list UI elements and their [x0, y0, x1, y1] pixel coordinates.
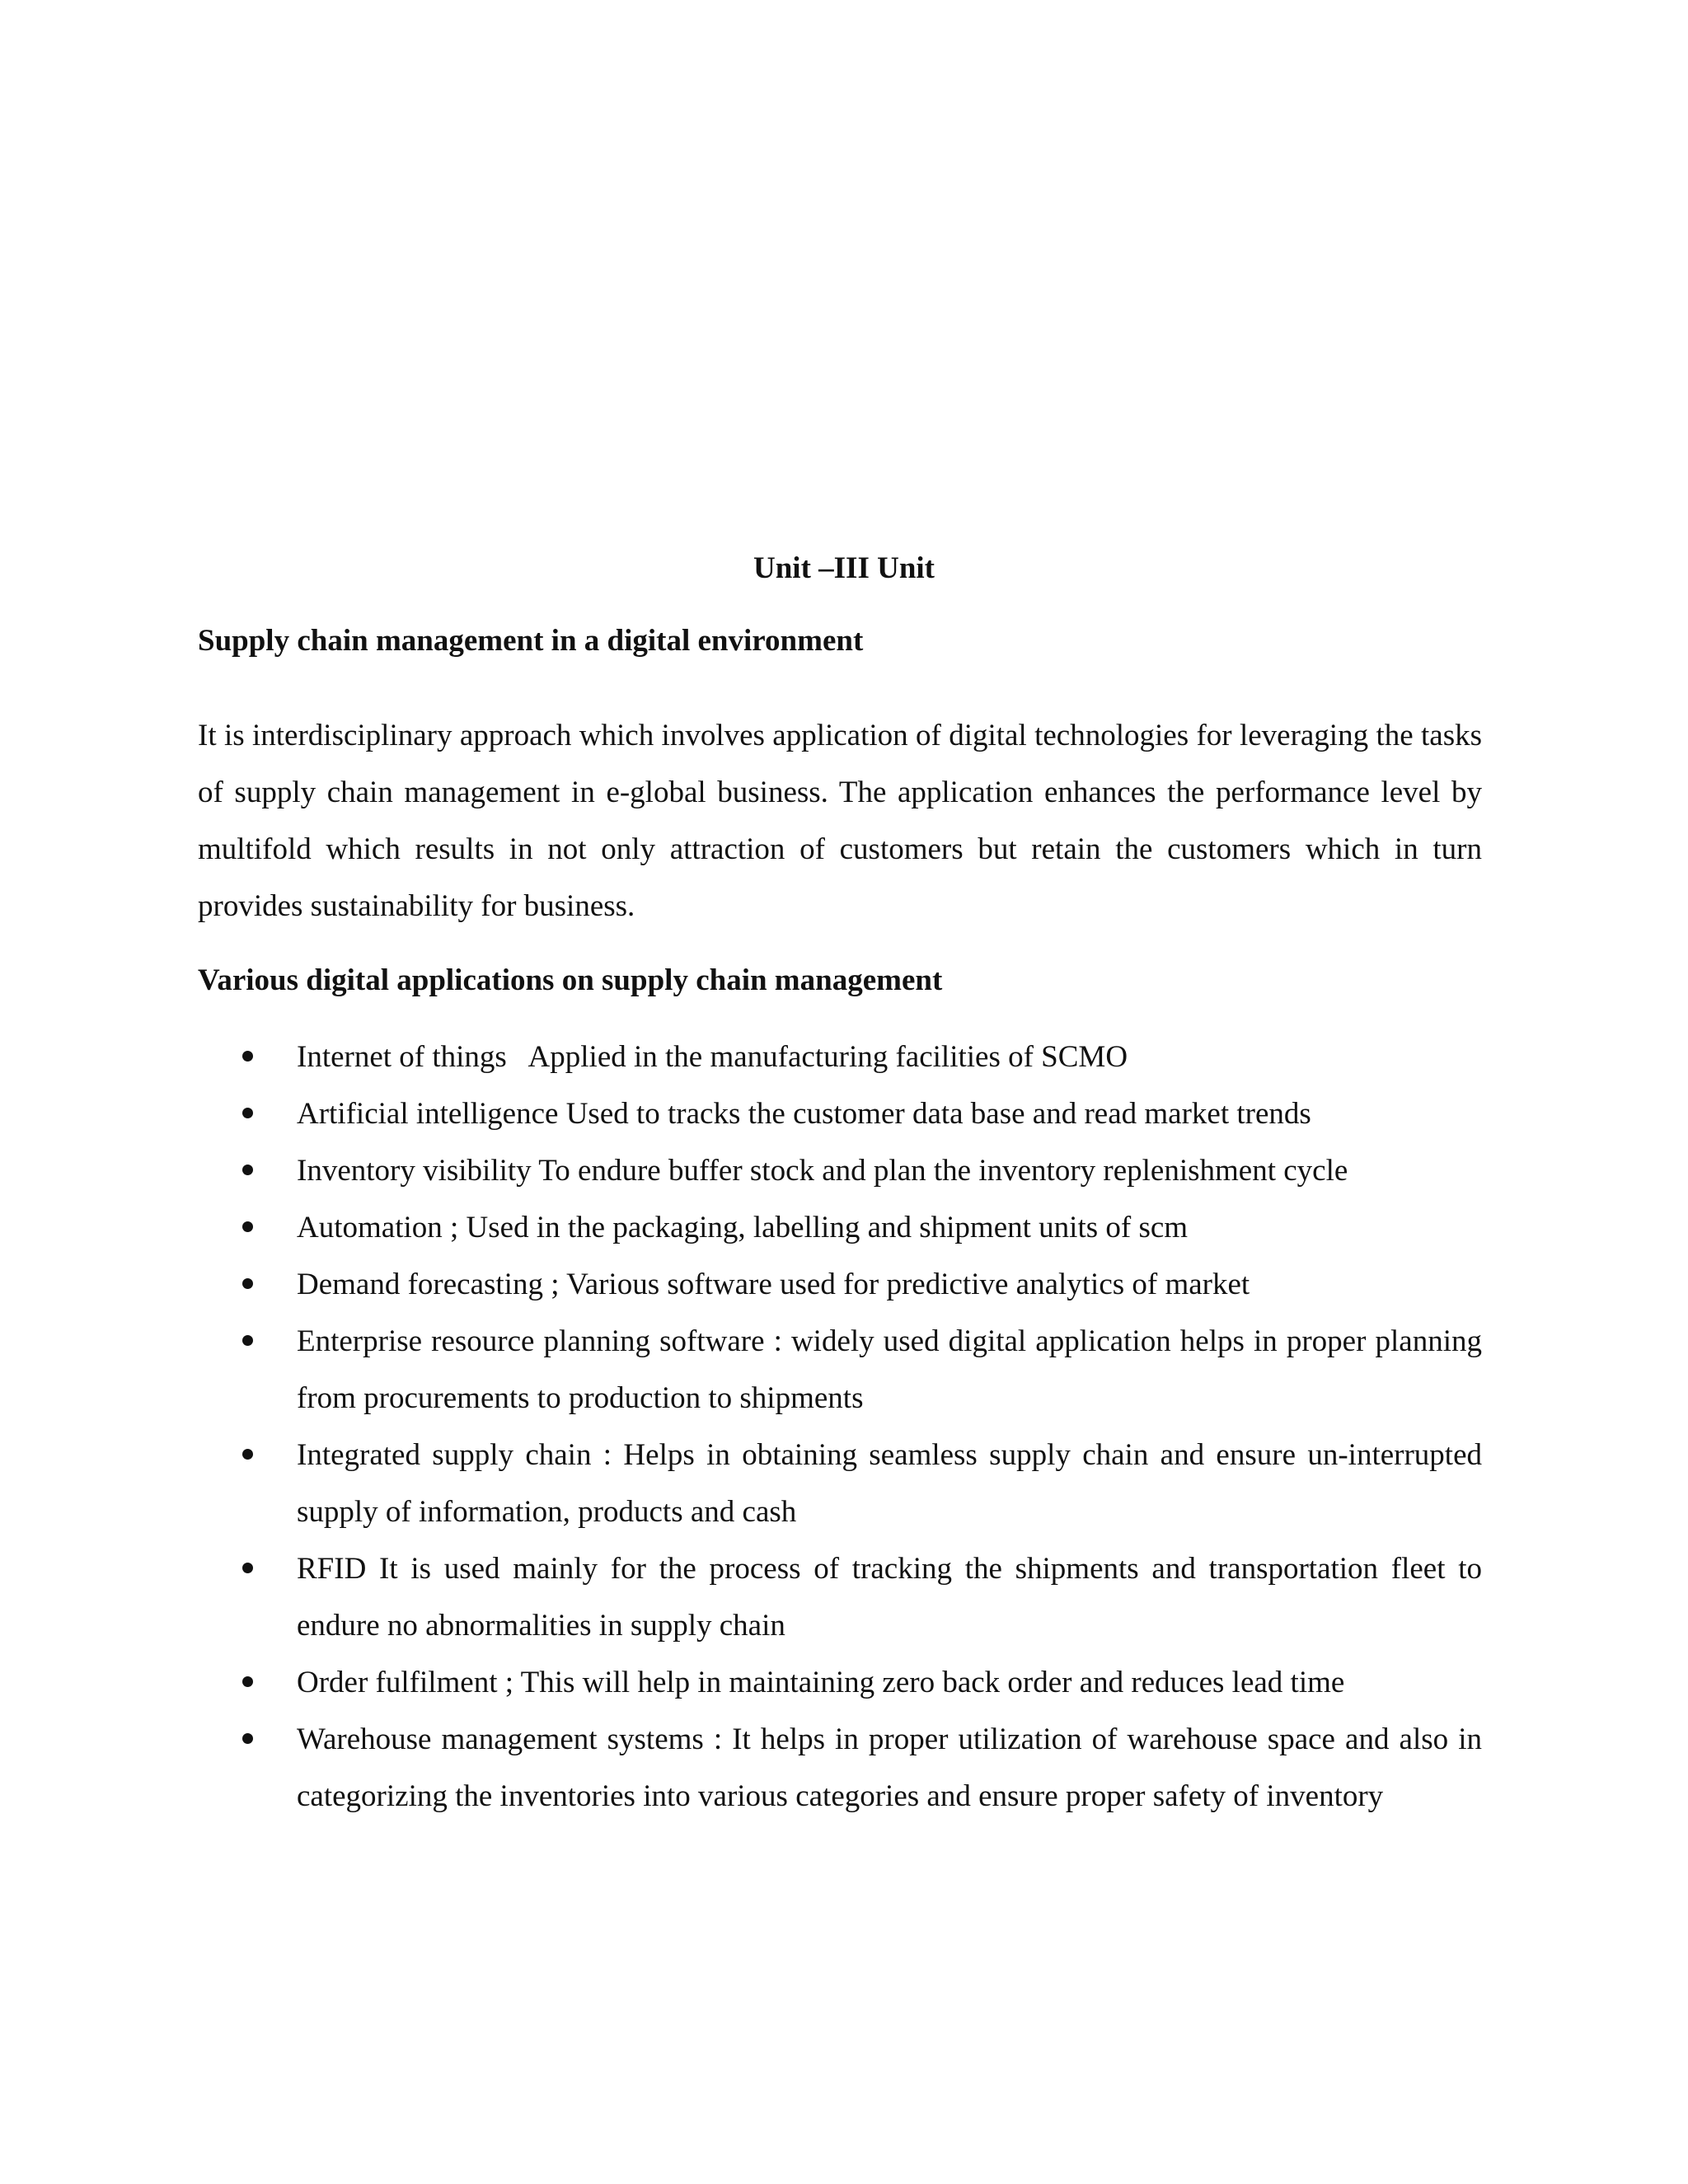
- list-item-text: Warehouse management systems : It helps in proper utilization of warehouse space and also in categorizing the inventories into various categories and ensure proper safety of inventory: [297, 1722, 1490, 1813]
- list-item-text: Demand forecasting ; Various software used for predictive analytics of market: [297, 1268, 1250, 1301]
- list-item: [198, 1029, 1482, 1085]
- bullet-icon: [242, 1051, 253, 1062]
- list-item: [198, 1427, 1490, 1540]
- applications-list: [198, 1029, 1490, 1825]
- unit-title: Unit –III Unit: [753, 551, 935, 585]
- list-item-text: RFID It is used mainly for the process of tracking the shipments and transportation fleet to endure no abnormalities in supply chain: [297, 1552, 1490, 1643]
- list-item-text: Integrated supply chain : Helps in obtaining seamless supply chain and ensure un-interrupted supply of information, products and cash: [297, 1438, 1490, 1529]
- bullet-icon: [242, 1335, 253, 1346]
- list-item-text: Automation ; Used in the packaging, labelling and shipment units of scm: [297, 1211, 1189, 1244]
- bullet-icon: [242, 1108, 253, 1118]
- list-item-text: Internet of things Applied in the manufacturing facilities of SCMO: [297, 1040, 1128, 1074]
- bullet-icon: [242, 1676, 253, 1687]
- list-item: [198, 1085, 1482, 1142]
- list-item: [198, 1313, 1490, 1427]
- list-item: [198, 1711, 1490, 1825]
- intro-paragraph: It is interdisciplinary approach which involves application of digital technologies for leveraging the tasks of supply chain management in e-global business. The application enhances the performance level by multifold which results in not only attraction of customers but retain the customers which in turn provides sustainability for business.: [198, 719, 1482, 923]
- bullet-icon: [242, 1278, 253, 1289]
- list-item: [198, 1540, 1490, 1654]
- list-item-text: Order fulfilment ; This will help in maintaining zero back order and reduces lead time: [297, 1666, 1345, 1699]
- bullet-icon: [242, 1221, 253, 1232]
- section-heading-supply-chain: Supply chain management in a digital environment: [198, 624, 864, 658]
- bullet-icon: [242, 1449, 253, 1460]
- list-item: [198, 1256, 1482, 1313]
- list-item: [198, 1142, 1482, 1199]
- bullet-icon: [242, 1563, 253, 1573]
- list-item-text: Artificial intelligence Used to tracks the customer data base and read market trends: [297, 1097, 1311, 1131]
- bullet-icon: [242, 1733, 253, 1744]
- list-item-text: Inventory visibility To endure buffer stock and plan the inventory replenishment cycle: [297, 1154, 1348, 1188]
- list-item-text: Enterprise resource planning software : widely used digital application helps in proper planning from procurements to production to shipments: [297, 1324, 1490, 1415]
- section-heading-digital-applications: Various digital applications on supply chain management: [198, 963, 943, 997]
- list-item: [198, 1199, 1482, 1256]
- list-item: [198, 1654, 1482, 1711]
- bullet-icon: [242, 1165, 253, 1175]
